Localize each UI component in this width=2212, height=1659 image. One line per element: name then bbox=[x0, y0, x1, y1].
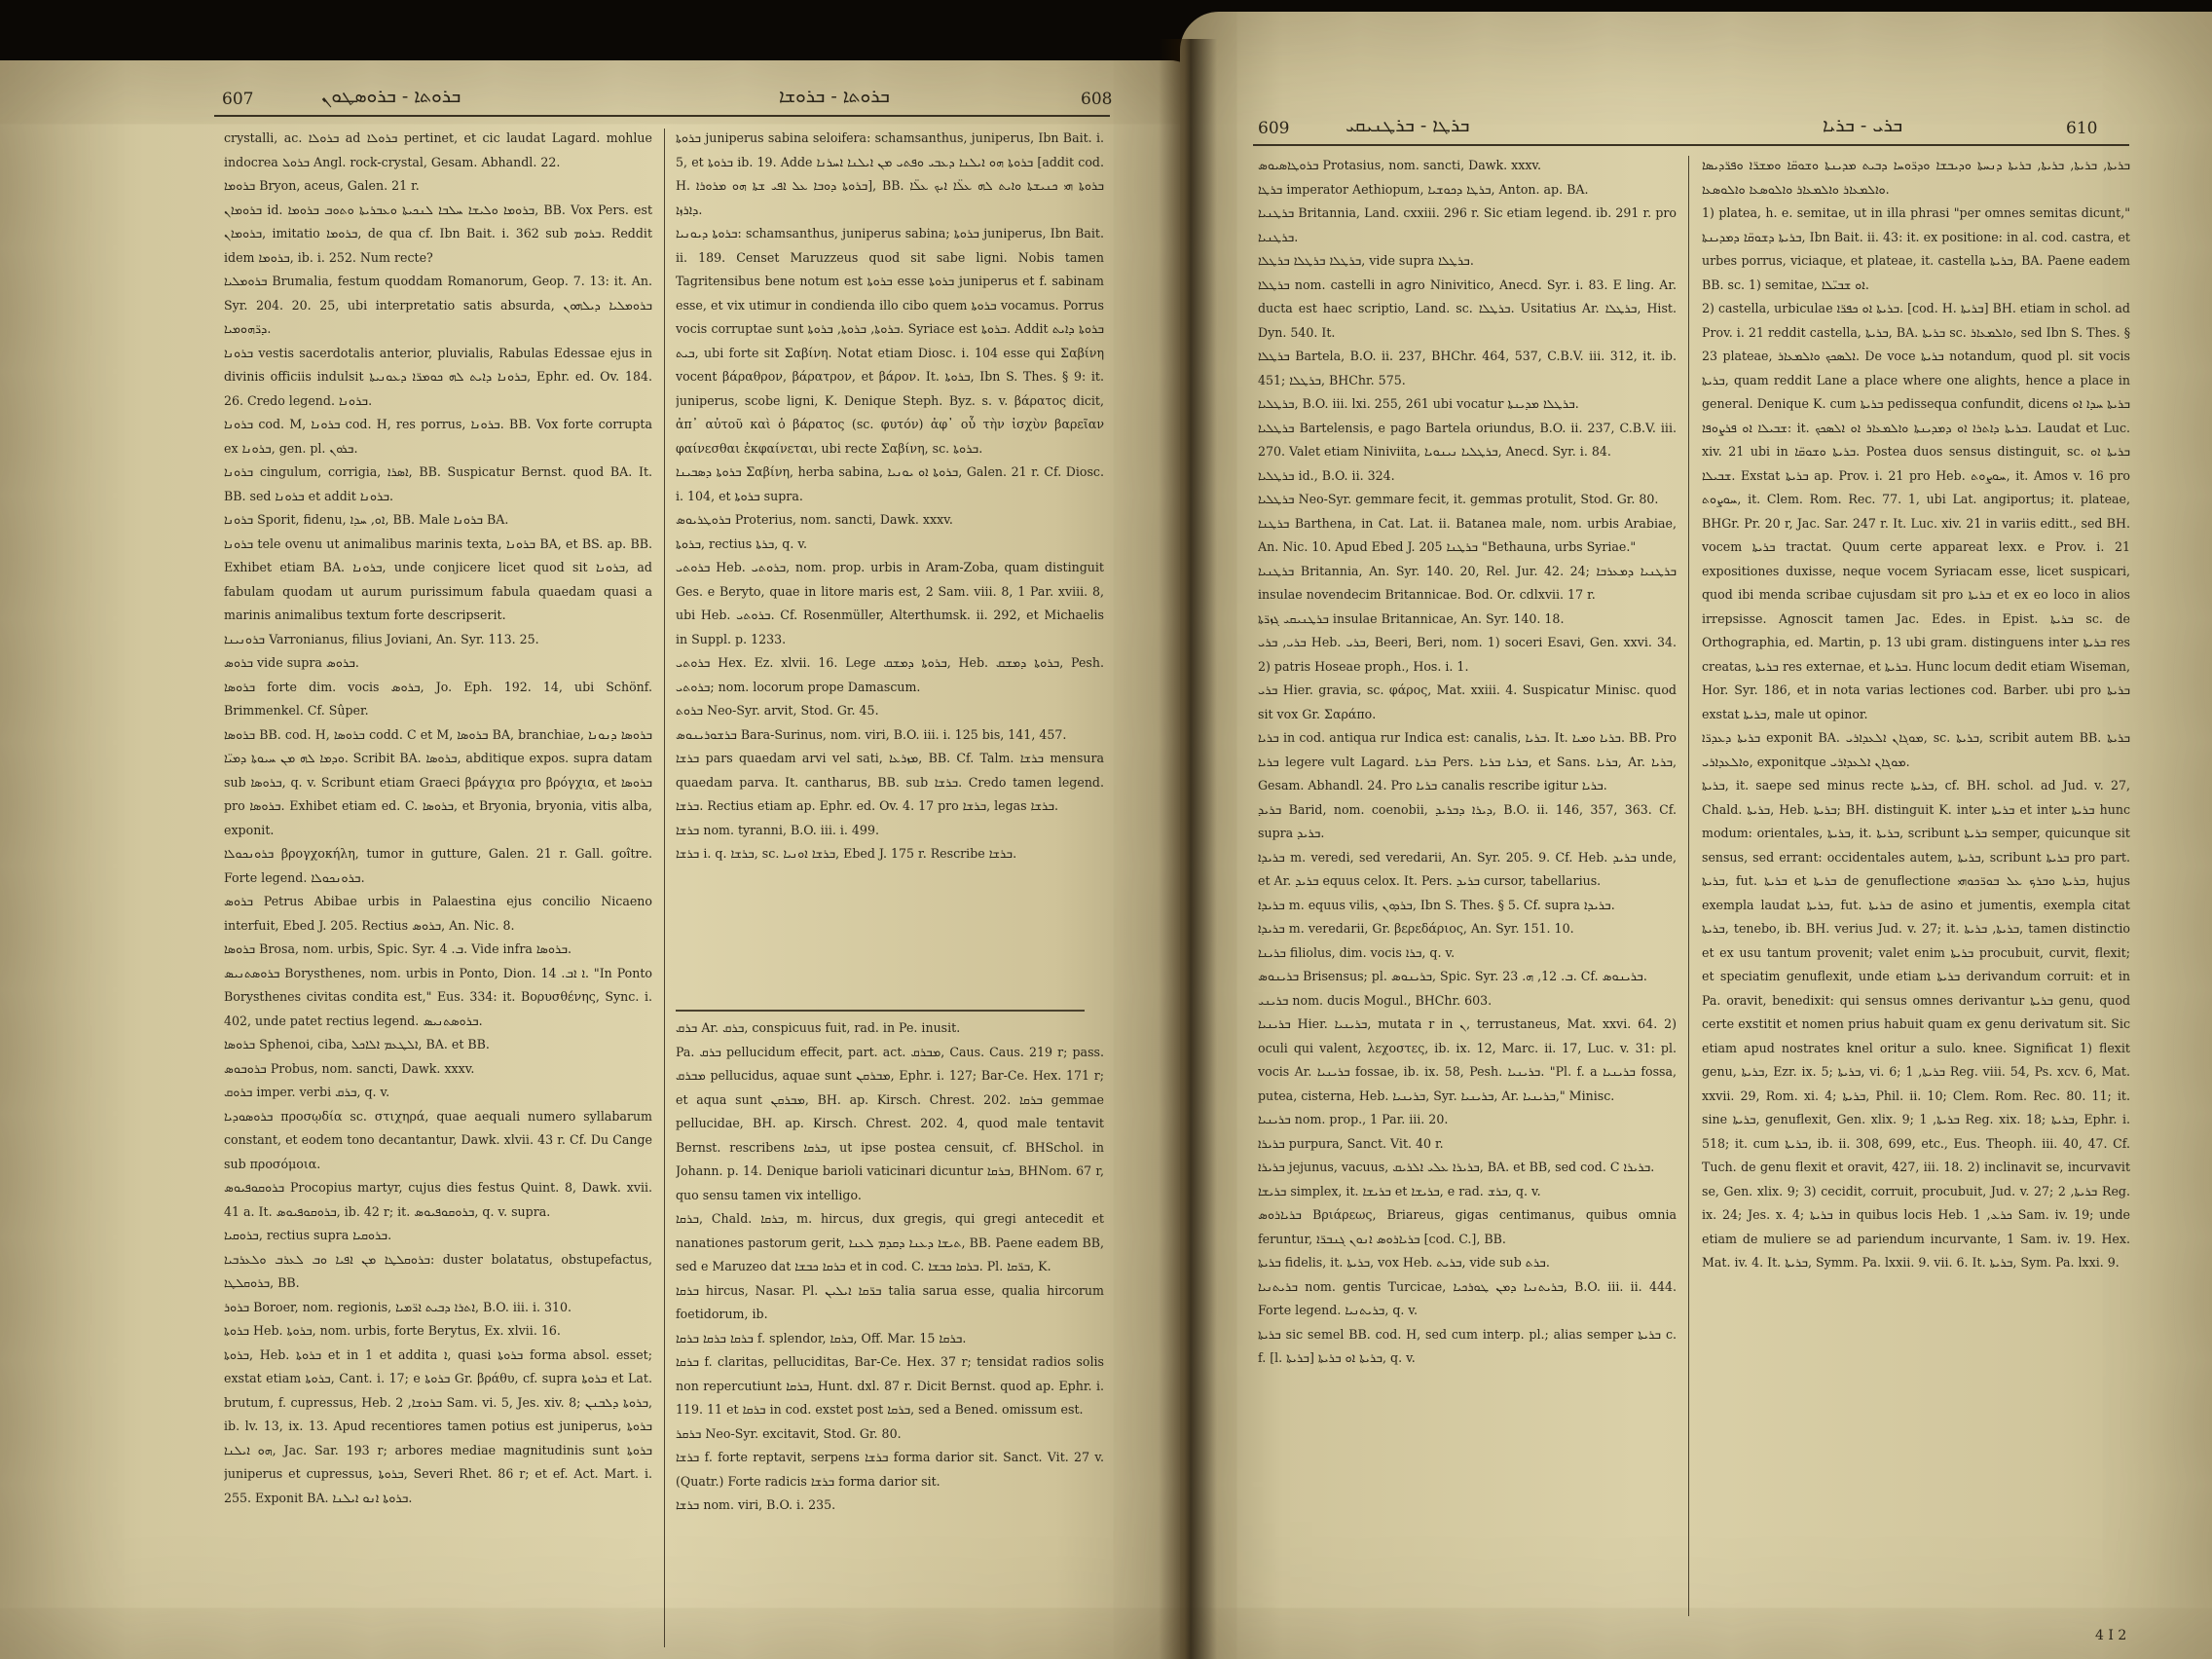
page-number-607: 607 bbox=[222, 90, 254, 109]
entry: ܒܪܩܐ hircus, Nasar. Pl. ܒܪ̈ܩܐ ܐܝܠܝܢ talia sarua esse, qualia hircorum foetidorum, ib. bbox=[676, 1282, 1104, 1321]
entry: ܒܪܘܣܬܢܝܣ Borysthenes, nom. urbis in Ponto, Dion. ܐ ܐܒ. 14. "In Ponto Borysthenes civitas condita est," Eus. 334: it. Βορυσθένης, Sync. i. 402, unde patet rectius legend. ܒܪܘܣܬܢܝܣ. bbox=[224, 965, 652, 1028]
book-gutter bbox=[1159, 39, 1217, 1659]
entry: ܒܪܘܩܠܛܐ ܡܢ ܐܦܝܐ ܘܒ ܠܥܪܒ ܘܠܥܪܒܝܐ: duster bolatatus, obstupefactus, ܒܪܘܩܠܛܐ, BB. bbox=[224, 1251, 652, 1290]
entry: ܒܪܘܬܐ ܕܣܒܝܢܐ Σαβίνη, herba sabina, ܒܪܘܬܐ ܐܘ ܝܘܢܝܐ, Galen. 21 r. Cf. Diosc. i. 104, et ܒܪܘܬܐ supra. bbox=[676, 464, 1104, 503]
entry: ܒܪܘܢܐ tele ovenu ut animalibus marinis texta, ܒܪܘܢܐ BA, et BS. ap. BB. Exhibet etiam BA. ܒܪܘܢܐ, unde conjicere licet quod sit ܒܪܘܢܐ, ad fabulam quodam ut aurum purissimum fabula quaedam quasi a marinis animalibus textum forte descripserit. bbox=[224, 535, 652, 622]
entry: ܒܪܝ, ܒܪܝ Heb. ܒܪܝ, Beeri, Beri, nom. 1) soceri Esavi, Gen. xxvi. 34. 2) patris Hoseae proph., Hos. i. 1. bbox=[1258, 635, 1677, 674]
entry: crystalli, ac. ܒܪܘܠܐ ad ܒܪܘܠܐ pertinet, et cic laudat Lagard. mohlue indocrea ܒܪܘܠ Angl. rock-crystal, Gesam. Abhandl. 22. bbox=[224, 130, 652, 169]
entry: ܒܪܘܛܐܣܝܘܣ Protasius, nom. sancti, Dawk. xxxv. bbox=[1258, 158, 1542, 172]
running-head-left-col: ܒܪܘܬܐ - ܒܪܘܣܛܘܢ bbox=[321, 86, 461, 107]
entry: ܒܪܝܢܝ nom. ducis Mogul., BHChr. 603. bbox=[1258, 992, 1493, 1008]
entry: ܒܪܝܬܐ fidelis, it. ܒܪܝܬܐ, vox Heb. ܒܪܝܬ, vide sub ܒܪܬ. bbox=[1258, 1255, 1550, 1270]
entry: ܒܪܛܢܐ Barthena, in Cat. Lat. ii. Batanea male, nom. urbis Arabiae, An. Nic. 10. Apud Ebed J. 205 ܒܪܛܢܐ "Bethauna, urbs Syriae." bbox=[1258, 515, 1677, 554]
entry: ܒܪܝܢܐ filiolus, dim. vocis ܒܪܐ, q. v. bbox=[1258, 944, 1456, 960]
entry: ܒܪܝܬܐ ܕܥܕܪ̈ܐ exponit BA. ܡܘܓܐܢ ܐܠܥܕܐܪܝ, sc. ܒܪܝܬܐ, scribit autem BB. ܒܪܝܬܐ ܘܐܠܥܕܐܪܝ, exponitque ܡܘܓܐܢ ܐܠܥܕܐܪܝ. bbox=[1702, 730, 2130, 769]
right-page-column-2 bbox=[1702, 154, 2130, 1614]
entry: ܒܪܘܬ Neo-Syr. arvit, Stod. Gr. 45. bbox=[676, 703, 879, 718]
entry: ܒܪܝܬܐ sic semel BB. cod. H, sed cum interp. pl.; alias semper ܒܪܝܬܐ c. f. [l. ܒܪܝܬܐ] ܒܪܝܬܐ ܐܘ ܒܪܝܬܐ, q. v. bbox=[1258, 1326, 1677, 1365]
page-number-608: 608 bbox=[1081, 90, 1113, 109]
entry: ܒܪܩ Ar. ܒܪܩ, conspicuus fuit, rad. in Pe. inusit. bbox=[676, 1020, 961, 1035]
entry: ܒܪܝܕܐ m. equus vilis, ܒܪܕܘܢ, Ibn S. Thes. § 5. Cf. supra ܒܪܝܕܐ. bbox=[1258, 897, 1615, 912]
entry: ܒܪܛܠܝܐ, B.O. iii. lxi. 255, 261 ubi vocatur ܒܪܛܠܐ ܡܕܝܢܬܐ. bbox=[1258, 396, 1579, 411]
entry: ܒܪܘܩ imper. verbi ܒܪܩ, q. v. bbox=[224, 1085, 390, 1099]
left-page-column-1 bbox=[224, 127, 652, 1645]
section-divider bbox=[676, 1010, 1085, 1012]
entry: ܒܪܝܬܐ, ܒܪܝܬܐ, ܒܪܝܬܐ, ܒܪܝܬܐ ܕܢܚܬܐ ܘܕܝܒܫܐ ܘܕܪ̈ܘܚܐ ܕܒܝܬ ܡܕܝܢܬܐ ܘܫܘܩ̈ܐ ܘܡܫܪ̈ܐ ܘܦܪ̈ܕܝܣܐ ܘܐܠܡܥܐܪ ܘܐܠܡܥܐܪ ܘܐܠܘܣܥܐ ܘܐܠܘܣܥܐ. bbox=[1702, 158, 2130, 197]
entry: ܒܪܘܢܝܢܐ Varronianus, filius Joviani, An. Syr. 113. 25. bbox=[224, 631, 539, 646]
page-number-609: 609 bbox=[1258, 119, 1290, 138]
entry: ܒܪܝܬܐ, it. saepe sed minus recte ܒܪܝܬܐ, cf. BH. schol. ad Jud. v. 27, Chald. ܒܪܝܬܐ, Heb. ܒܪܝܬܐ; BH. distinguit K. inter ܒܪܝܬܐ et inter ܒܪܝܬܐ hunc modum: orientales, ܒܪܝܬܐ, it. ܒܪܝܬܐ, scribunt ܒܪܝܬܐ semper, quicunque sit sensus, sed errant: occidentales autem, ܒܪܝܬܐ, scribunt ܒܪܝܬܐ pro part. ܒܪܝܬܐ, fut. ܒܪܝܬܐ et ܒܪܝܬܐ de genuflectione ܒܪܝܬܐ ܘܒܪܟ ܥܠ ܒܘܪ̈ܟܘܗܝ, hujus exempla laudat ܒܪܝܬܐ, fut. ܒܪܝܬܐ de asino et jumentis, exempla citat ܒܪܝܬܐ, tenebo, ib. BH. verius Jud. v. 27; it. ܒܪܝܬܐ, ܒܪܝܬܐ, tamen distinctio et ex usu tantum provenit; valet enim ܒܪܝܬܐ procubuit, curvit, flexit; et speciatim genuflexit, unde etiam ܒܪܝܬܐ derivandum corruit: et in Pa. oravit, benedixit: qui sensus omnes derivantur ܒܪܝܬܐ genu, quod certe exstitit et nomen prius habuit quam ex genu derivatum sit. Sic etiam apud nostrates knel oritur a sulo. knee. Significat 1) flexit genu, ܒܪܝܬܐ, Ezr. ix. 5; ܒܪܝܬܐ, vi. 6; ܒܪܝܬܐ, 1 Reg. viii. 54, Ps. xcv. 6, Mat. xxvii. 29, Rom. xi. 4; ܒܪܝܬܐ, Phil. ii. 10; Clem. Rom. Rec. 80. 11; it. sine ܒܪܝܬܐ, genuflexit, Gen. xlix. 9; ܒܪܝܬܐ, 1 Reg. xix. 18; ܒܪܝܬܐ, Ephr. i. 518; it. cum ܒܪܝܬܐ, ib. ii. 308, 699, etc., Eus. Theoph. iii. 40, 47. Cf. Tuch. de genu flexit et oravit, 427, iii. 18. 2) inclinavit se, incurvavit se, Gen. xlix. 9; 3) cecidit, corruit, procubuit, Jud. v. 27; ܒܪܝܬܐ, 2 Reg. ix. 24; Jes. x. 4; ܒܪܝܬܐ in quibus locis Heb. ܟܪܥ, 1 Sam. iv. 19; unde etiam de muliere se ad pariendum incurvante, 1 Sam. iv. 19. Hex. Mat. iv. 4. It. ܒܪܝܬܐ, Symm. Pa. lxxii. 9. vii. 6. It. ܒܪܝܬܐ, Sym. Pa. lxxi. 9. bbox=[1702, 778, 2130, 1270]
entry: ܒܪܘܣ vide supra ܒܪܘܣ. bbox=[224, 655, 359, 670]
entry: ܒܪܝܕܐ m. veredarii, Gr. βερεδάριος, An. Syr. 151. 10. bbox=[1258, 921, 1574, 936]
entry: ܒܪܫܐ f. forte reptavit, serpens ܒܪܫܐ forma darior sit. Sanct. Vit. 27 v. (Quatr.) Forte radicis ܒܪܫܐ forma darior sit. bbox=[676, 1450, 1104, 1489]
entry: ܒܪܝܫܐ simplex, it. ܒܪܝܫܐ et ܒܪܝܫܐ, e rad. ܒܪܫ, q. v. bbox=[1258, 1183, 1541, 1198]
signature-mark: 4 I 2 bbox=[2095, 1628, 2127, 1643]
entry: ܒܪܛܠܝܐ Bartelensis, e pago Bartela oriundus, B.O. ii. 237, C.B.V. iii. 270. Valet etiam Niniviita, ܒܪܛܠܝܐ ܢܝܢܘܝܐ, Anecd. Syr. i. 84. bbox=[1258, 420, 1677, 459]
right-page bbox=[1180, 12, 2212, 1659]
entry: ܒܪܘܣܐ BB. cod. H, ܒܪܘܣܐ codd. C et M, ܒܪܘܣܐ BA, branchiae, ܒܪܘܣܐ ܕܢܘܢܐ ܘܕܡܐ ܠܗ ܡܢ ܚܝܘܬܐ ܕܡܝ̈ܐ. Scribit BA. ܒܪܘܣܐ, abditique expos. supra datam sub ܒܪܘܣܐ, q. v. Scribunt etiam Graeci βράγχια pro βρόγχια, et ܒܪܘܣܐ pro ܒܪܘܣܐ. Exhibet etiam ed. C. ܒܪܘܣܐ, et Bryonia, bryonia, vitis alba, exponit. bbox=[224, 726, 652, 837]
entry: ܒܪܝܪܐ purpura, Sanct. Vit. 40 r. bbox=[1258, 1135, 1444, 1151]
left-page bbox=[0, 60, 1199, 1659]
column-divider bbox=[664, 129, 665, 1647]
left-page-column-2-lower bbox=[676, 1016, 1104, 1647]
entry: ܒܪܘܬܐ, Heb. ܒܪܘܬܐ et in 1 et addita ܐ, quasi ܒܪܘܬܐ forma absol. esset; exstat etiam ܒܪܘܬܐ, Cant. i. 17; e ܒܪܘܬܐ Gr. βράθυ, cf. supra ܒܪܘܬܐ et Lat. brutum, f. cupressus, Heb. ܒܪܘܫܐ, 2 Sam. vi. 5, Jes. xiv. 8; ܒܪܘܬܐ ܕܠܒܢܢ, ib. lv. 13, ix. 13. Apud recentiores tamen potius est juniperus, ܒܪܘܬܐ ܗܘ ܐܝܠܢܐ, Jac. Sar. 193 r; arbores mediae magnitudinis sunt ܒܪܘܬܐ juniperus et cupressus, ܒܪܘܬܐ, Severi Rhet. 86 r; et ef. Act. Mart. i. 255. Exponit BA. ܒܪܘܬܐ ܐܢܘ ܐܝܠܢܐ. bbox=[224, 1346, 652, 1505]
entry: Pa. ܒܪܩ pellucidum effecit, part. act. ܡܒܪܩ, Caus. Caus. 219 r; pass. ܡܒܪܩ pellucidus, aquae sunt ܡܒܪܩܢ, Ephr. i. 127; Bar-Ce. Hex. 171 r; et aqua sunt ܡܒܪܩܢ, BH. ap. Kirsch. Chrest. 202. ܒܪܩܐ gemmae pellucidae, BH. ap. Kirsch. Chrest. 202. 4, quod male tentavit Bernst. rescribens ܒܪܩܐ, ut ipse postea censuit, cf. BHSchol. in Johann. p. 14. Denique barioli vaticinari dicuntur ܒܪܩܐ, BHNom. 67 r, quo sensu tamen vix intelligo. bbox=[676, 1044, 1104, 1202]
header-rule bbox=[1253, 144, 2129, 146]
right-page-column-1 bbox=[1258, 154, 1677, 1614]
entry: ܒܪܘܣܐ Brosa, nom. urbis, Spic. Syr. ܒ. 4. Vide infra ܒܪܘܣܐ. bbox=[224, 941, 571, 956]
entry: ܒܪܛܠܐ nom. castelli in agro Ninivitico, Anecd. Syr. i. 83. E ling. Ar. ducta est haec scriptio, Land. sc. ܒܪܛܠܐ. Usitatius Ar. ܒܪܛܠܐ, Hist. Dyn. 540. It. bbox=[1258, 276, 1677, 340]
entry: ܒܪܘܬܐ ܕܝܘܢܝܐ: schamsanthus, juniperus sabina; ܒܪܘܬܐ juniperus, Ibn Bait. ii. 189. Censet Maruzzeus quod sit sabe ligni. Nobis tamen Tagritensibus bene notum est ܒܪܘܬܐ esse ܒܪܘܬܐ juniperus et f. sabinam esse, et vix utimur in condienda illo cibo quem ܒܪܘܬܐ vocamus. Porrus vocis corruptae sunt ܒܪܘܬܐ, ܒܪܘܬܐ, ܒܪܘܬܐ. Syriace est ܒܪܘܬܐ. Addit ܒܪܘܬܐ ܕܐܝܬ ܒܝܬ, ubi forte sit Σαβίνη. Notat etiam Diosc. i. 104 esse qui Σαβίνη vocent βάραθρον, βάρατρον, et βάρον. It. ܒܪܘܬܐ, Ibn S. Thes. § 9: it. juniperus, scobe ligni, K. Denique Steph. Byz. s. v. βάρατος dicit, ἀπ᾽ αὐτοῦ καὶ ὁ βάρατος (sc. φυτόν) ἀφ᾽ οὗ τὴν ἰσχὺν βαρεῖαν φαίνεσθαι ἐκφαίνεται, ubi recte Σαβίνη, sc. ܒܪܘܬܐ. bbox=[676, 226, 1104, 456]
entry: ܒܪܝ Hier. gravia, sc. φάρος, Mat. xxiii. 4. Suspicatur Minisc. quod sit vox Gr. Σαράπο. bbox=[1258, 682, 1677, 721]
entry: ܒܪܘܡܠܝܐ Brumalia, festum quoddam Romanorum, Geop. 7. 13: it. An. Syr. 204. 20. 25, ubi interpretatio satis absurda, ܒܪܘܡܠܝܐ ܕܝܠܗܘܢ ܕܪ̈ܗܘܡܝܐ. bbox=[224, 274, 652, 336]
entry: ܒܪܫܐ i. q. ܒܪܫܐ, sc. ܒܪܫܐ ܐܘܢܝܐ, Ebed J. 175 r. Rescribe ܒܪܫܐ. bbox=[676, 846, 1017, 861]
entry: ܒܪܛܢܝܩܝ ܓܙܪ̈ܬܐ insulae Britannicae, An. Syr. 140. 18. bbox=[1258, 610, 1565, 626]
entry: ܒܪܝܐܪܘܣ Βριάρεως, Briareus, gigas centimanus, quibus omnia feruntur, ܒܪܝܐܪܘܣ ܐܢܘܢ ܓܢܒܪ̈ܐ [cod. C.], BB. bbox=[1258, 1207, 1677, 1246]
entry: ܒܪܛܢܝܐ Britannia, An. Syr. 140. 20, Rel. Jur. 42. 24; ܒܪܛܢܝܐ ܕܡܥܪܒܐ insulae novendecim Britannicae. Bod. Or. cdlxvii. 17 r. bbox=[1258, 563, 1677, 602]
entry: ܒܪܛܢܝܐ Britannia, Land. cxxiii. 296 r. Sic etiam legend. ib. 291 r. pro ܒܪܛܢܝܐ. bbox=[1258, 205, 1677, 244]
entry: ܒܪܩܐ ܒܪܩܐ ܒܪܩܐ f. splendor, ܒܪܩܐ, Off. Mar. ܒܪܩܐ 15. bbox=[676, 1330, 967, 1346]
entry: ܒܪܘܢܐ cingulum, corrigia, ܐܣܪܐ, BB. Suspicatur Bernst. quod BA. It. BB. sed ܒܪܘܢܐ et addit ܒܪܘܢܐ. bbox=[224, 464, 652, 503]
running-head-right-col: ܒܪܘܬܐ - ܒܪܘܫܐ bbox=[779, 86, 890, 107]
entry: ܒܪܩܪ Neo-Syr. excitavit, Stod. Gr. 80. bbox=[676, 1425, 902, 1441]
entry: ܒܪܛܠܝܐ id., B.O. ii. 324. bbox=[1258, 467, 1395, 483]
entry: ܒܪܘܛܪܝܘܣ Proterius, nom. sancti, Dawk. xxxv. bbox=[676, 512, 953, 527]
entry: ܒܪܘܣܐ forte dim. vocis ܒܪܘܣ, Jo. Eph. 192. 14, ubi Schönf. Brimmenkel. Cf. Sûper. bbox=[224, 679, 652, 718]
entry: ܒܪܘܬܝ Heb. ܒܪܘܬܝ, nom. prop. urbis in Aram-Zoba, quam distinguit Ges. e Beryto, quae in litore maris est, 2 Sam. viii. 8, 1 Par. xviii. 8, ubi Heb. ܒܪܘܬܝ. Cf. Rosenmüller, Alterthumsk. ii. 292, et Michaelis in Suppl. p. 1233. bbox=[676, 560, 1104, 646]
entry: ܒܪܘܢܐ vestis sacerdotalis anterior, pluvialis, Rabulas Edessae ejus in divinis officiis indulsit ܒܪܘܢܐ ܕܐܝܬ ܠܗ ܟܘܡܪ̈ܐ ܕܥܘܢܝܬܐ, Ephr. ed. Ov. 184. 26. Credo legend. ܒܪܘܢܐ. bbox=[224, 345, 652, 408]
entry: ܒܪܘܡܐܢ id. ܒܪܘܡܐ ܘܠܝܫܐ ܚܠܒܐ ܠܢܟܝܬܐ ܘܥܒܪܝܬܐ ܘܬܘܒ ܒܪܘܡܐ, BB. Vox Pers. est ܒܪܘܡܐܢ, imitatio ܒܪܘܡܐ, de qua cf. Ibn Bait. i. 362 sub ܒܪܘܡ. Reddit idem ܒܪܘܡܐ, ib. i. 252. Num recte? bbox=[224, 202, 652, 265]
entry: ܒܪܫܐ nom. tyranni, B.O. iii. i. 499. bbox=[676, 822, 879, 837]
page-number-610: 610 bbox=[2066, 119, 2098, 138]
header-rule bbox=[214, 115, 1110, 117]
entry: ܒܪܘܣ Petrus Abibae urbis in Palaestina ejus concilio Nicaeno interfuit, Ebed J. 205. Rectius ܒܪܘܣ, An. Nic. 8. bbox=[224, 894, 652, 933]
entry: ܒܪܘܬܝ Hex. Ez. xlvii. 16. Lege ܒܪܘܬܐ ܕܡܫܩ, Heb. ܒܪܘܬܐ ܕܡܫܩ, Pesh. ܒܪܘܬܝ; nom. locorum prope Damascum. bbox=[676, 655, 1104, 694]
entry: ܒܪܘܣܘܕܝܐ προσῳδία sc. στιχηρά, quae aequali numero syllabarum constant, et eodem tono decantantur, Dawk. xlvii. 43 r. Cf. Du Cange sub προσόμοια. bbox=[224, 1108, 652, 1171]
running-head-left-col: ܒܪܛܐ - ܒܪܛܢܝܩܝ bbox=[1346, 115, 1470, 136]
entry: ܒܪܛܐ imperator Aethiopum, ܒܪܛܐ ܕܟܘܫܝܐ, Anton. ap. BA. bbox=[1258, 181, 1589, 197]
entry: ܒܪܫܐ nom. viri, B.O. i. 235. bbox=[676, 1497, 836, 1512]
entry: ܒܪܩܐ, Chald. ܒܪܩܐ, m. hircus, dux gregis, qui gregi antecedit et nanationes pastorum gerit, ܬܝܫܐ ܕܥܢܐ ܕܩܕܡ ܠܥܢܐ, BB. Paene eadem BB, sed e Maruzeo dat ܒܪܩܐ ܟܒܫܐ et in cod. C. ܒܪܩܐ ܟܒܫܐ. Pl. ܒܪ̈ܩܐ, K. bbox=[676, 1211, 1104, 1273]
entry: ܒܪܛܠܐ Bartela, B.O. ii. 237, BHChr. 464, 537, C.B.V. iii. 312, it. ib. 451; ܒܪܛܠܐ, BHChr. 575. bbox=[1258, 349, 1677, 387]
entry: ܒܪܘܬܐ juniperus sabina seloifera: schamsanthus, juniperus, Ibn Bait. i. 5, et ܒܪܘܬܐ ib. 19. Adde ܒܪܘܬܐ ܗܘ ܐܝܠܢܐ ܕܥܒܝ ܘܦܬܝ ܡܢ ܐܝܠܢܐ ܐܚܪܢܐ [addit cod. H. ܒܪܘܬܐ ܕܘܒܐ ܥܠ ܐܦܝ ܫܬܐ ܗܘ ܡܪܘܪܐ], BB. ܒܪܘܬܐ ܗܝ ܟܢܝܫܬܐ ܘܐܝܬ ܠܗ ܥܠ̈ܐ ܐܝܟ ܥܠ̈ܐ ܕܐܪܙܐ. bbox=[676, 130, 1104, 217]
entry: ܒܪܘܬܐ, rectius ܒܪܬܐ, q. v. bbox=[676, 535, 807, 551]
entry: ܒܪܝܢܘܣ Brisensus; pl. ܒܪܝܢܘܣ, Spic. Syr. ܒ. 12, ܗ. 23. Cf. ܒܪܝܢܘܣ. bbox=[1258, 969, 1647, 983]
entry: ܒܪܘܪ Boroer, nom. regionis, ܐܬܪܐ ܕܒܝܬ ܐܪ̈ܡܝܐ, B.O. iii. i. 310. bbox=[224, 1299, 572, 1314]
entry: ܒܪܛܠܐ ܒܪܛܠܐ ܒܪܛܠܐ, vide supra ܒܪܛܠܐ. bbox=[1258, 253, 1474, 268]
entry: ܒܪܘܩܝܐ, rectius supra ܒܪܘܩܝܐ. bbox=[224, 1228, 392, 1242]
entry: ܒܪܝܕ Barid, nom. coenobii, ܕܝܪܐ ܕܒܪܝܕ, B.O. ii. 146, 357, 363. Cf. supra ܒܪܝܕ. bbox=[1258, 801, 1677, 840]
entry: ܒܪܘܩܘܦܝܘܣ Procopius martyr, cujus dies festus Quint. 8, Dawk. xvii. 41 a. It. ܒܪܘܩܘܦܝܘܣ, ib. 42 r; it. ܒܪܘܩܘܦܝܘܣ, q. v. supra. bbox=[224, 1180, 652, 1219]
entry: ܒܪܝܐ in cod. antiqua rur Indica est: canalis, ܒܪܝܐ. It. ܒܪܝܐ ܘܡܝܐ. BB. Pro ܒܪܝܐ legere vult Lagard. ܒܪܝܐ Pers. ܒܪܝܐ ܒܪܝܐ, et Sans. ܒܪܝܐ, Ar. ܒܪܝܐ, Gesam. Abhandl. 24. Pro ܒܪܝܐ canalis rescribe igitur ܒܪܝܐ. bbox=[1258, 730, 1677, 793]
entry: ܒܪܘܢܐ Sporit, fidenu, ܐܘ, ܚܕܐ, BB. Male ܒܪܘܢܐ BA. bbox=[224, 512, 509, 527]
entry: ܒܪܩܐ f. claritas, pelluciditas, Bar-Ce. Hex. 37 r; tensidat radios solis non repercutiunt ܒܪܩܐ, Hunt. dxl. 87 r. Dicit Bernst. quod ap. Ephr. i. 119. 11 et ܒܪܩܐ in cod. exstet post ܒܪܩܐ, sed a Bened. omissum est. bbox=[676, 1354, 1104, 1417]
entry: ܒܪܘܡܐ Bryon, aceus, Galen. 21 r. bbox=[224, 178, 420, 193]
entry: ܒܪܝܕܐ m. veredi, sed veredarii, An. Syr. 205. 9. Cf. Heb. ܒܪܝܕ unde, et Ar. ܒܪܝܕ equus celox. It. Pers. ܒܪܝܕ cursor, tabellarius. bbox=[1258, 849, 1677, 888]
entry: ܒܪܝܢܝܐ Hier. ܒܪܝܢܝܐ, mutata r in ܢ, terrustaneus, Mat. xxvi. 64. 2) oculi qui valent, λεχοστες, ib. ix. 12, Marc. ii. 17, Luc. v. 31: pl. vocis Ar. ܒܪܝܢܝܐ fossae, ib. ix. 58, Pesh. ܒܪܝܢܝܐ. "Pl. f. a ܒܪܝܢܝܐ fossa, putea, cisterna, Heb. ܒܪܝܢܝܐ, Syr. ܒܪܝܢܝܐ, Ar. ܒܪܝܢܝܐ," Minisc. bbox=[1258, 1016, 1677, 1103]
entry: ܒܪܝܬܢܝܐ nom. gentis Turcicae, ܒܪܝܬܢܝܐ ܕܡܢ ܛܘܪܟܝܐ, B.O. iii. ii. 444. Forte legend. ܒܪܝܬܢܝܐ, q. v. bbox=[1258, 1278, 1677, 1317]
entry: 1) platea, h. e. semitae, ut in illa phrasi "per omnes semitas dicunt," ܒܪܝܬܐ ܕܫܘܩ̈ܐ ܕܡܕܝܢܬܐ, Ibn Bait. ii. 43: it. ex positione: in al. cod. castra, et urbes porrus, viciaque, et plateae, it. castella ܒܪܝܬܐ, BA. Paene eadem BB. sc. 1) semitae, ܐܘ ܫܒܝ̈ܠܐ. bbox=[1702, 205, 2130, 292]
entry: 2) castella, urbiculae ܒܪܝܬܐ ܐܘ ܟܦܪ̈ܐ. [cod. H. ܒܪܝܬܐ] BH. etiam in schol. ad Prov. i. 21 reddit castella, ܒܪܝܬܐ, BA. ܒܪܝܬܐ sc. ܘܐܠܡܥܐܪ, sed Ibn S. Thes. § 23 plateae, ܐܠܣܟܟ ܘܐܠܡܥܐܪ. De voce ܒܪܝܬܐ notandum, quod pl. sit vocis ܒܪܝܬܐ, quam reddit Lane a place where one alights, hence a place in general. Denique K. cum ܒܪܝܬܐ pedissequa confundit, dicens ܒܪܝܬܐ ܚܕܐ ܐܘ ܫܒܝܠܐ ܐܘ ܦܪܨܘܦܐ: it. ܒܪܝܬܐ ܕܐܬܪܐ ܐܘ ܕܡܕܝܢܬܐ ܘܐܠܡܥܐܪ ܐܘ ܐܠܣܟܟ. Laudat et Luc. xiv. 21 ubi in ܒܪܝܬܐ ܘܫܘܩ̈ܐ. Postea duos sensus distinguit, sc. ܒܪܝܬܐ ܐܘ ܫܒܝܠܐ. Exstat ܒܪܝܬܐ ap. Prov. i. 21 pro Heb. ܚܘܨܘܬ, it. Amos v. 16 pro ܚܘܨܘܬ, it. Clem. Rom. Rec. 77. 1, ubi Lat. angiportus; it. plateae, BHGr. Pr. 20 r, Jac. Sar. 247 r. It. Luc. xiv. 21 in variis editt., sed BH. vocem ܒܪܝܬܐ tractat. Quum certe appareat lexx. e Prov. i. 21 expositiones duxisse, neque vocem Syriacam esse, licet suspicari, quod ibi menda scribae cujusdam sit pro ܒܪܝܬܐ et ex eo loco in alios irrepsisse. Agnoscit tamen Jac. Edes. in Epist. ܒܪܝܬܐ sc. de Orthographia, ed. Martin, p. 13 ubi gram. distinguens inter ܒܪܝܬܐ res creatas, ܒܪܝܬܐ res externae, et ܒܪܝܬܐ. Hunc locum dedit etiam Wiseman, Hor. Syr. 186, et in nota varias lectiones cod. Barber. ubi pro ܒܪܝܬܐ exstat ܒܪܝܬܐ, male ut opinor. bbox=[1702, 301, 2130, 721]
entry: ܒܪܘܒܘܣ Probus, nom. sancti, Dawk. xxxv. bbox=[224, 1060, 475, 1076]
entry: ܒܪܫܘܪܝܢܘܣ Bara-Surinus, nom. viri, B.O. iii. i. 125 bis, 141, 457. bbox=[676, 726, 1067, 742]
left-page-header bbox=[0, 60, 1199, 119]
entry: ܒܪܘܬܐ Heb. ܒܪܘܬܐ, nom. urbis, forte Berytus, Ex. xlvii. 16. bbox=[224, 1323, 561, 1338]
entry: ܒܪܝܪܐ jejunus, vacuus, ܒܪܝܪܐ ܥܠܝ ܐܠܪܝܩ, BA. et BB, sed cod. C ܒܪܝܪܐ. bbox=[1258, 1160, 1655, 1174]
entry: ܒܪܛܠܝܐ Neo-Syr. gemmare fecit, it. gemmas protulit, Stod. Gr. 80. bbox=[1258, 492, 1659, 506]
entry: ܒܪܘܢܐ cod. M, ܒܪܘܢܐ cod. H, res porrus, ܒܪܘܢܐ. BB. Vox forte corrupta ex ܒܪܘܢܐ, gen. pl. ܒܪܘܢ. bbox=[224, 417, 652, 456]
entry: ܒܪܘܢܟܘܠܐ βρογχοκήλη, tumor in gutture, Galen. 21 r. Gall. goître. Forte legend. ܒܪܘܢܟܘܠܐ. bbox=[224, 846, 652, 885]
left-page-column-2 bbox=[676, 127, 1104, 1003]
running-head-right-col: ܒܪܝ - ܒܪܝܐ bbox=[1823, 115, 1903, 136]
column-divider bbox=[1688, 156, 1689, 1616]
entry: ܒܪܫܐ pars quaedam arvi vel sati, ܡܙܪܥܐ, BB. Cf. Talm. ܒܪܫܐ mensura quaedam parva. It. cantharus, BB. sub ܒܪܫܐ. Credo tamen legend. ܒܪܫܐ. Rectius etiam ap. Ephr. ed. Ov. 4. 17 pro ܒܪܫܐ, legas ܒܪܫܐ. bbox=[676, 751, 1104, 813]
entry: ܒܪܝܢܝܐ nom. prop., 1 Par. iii. 20. bbox=[1258, 1112, 1449, 1126]
right-page-header bbox=[1180, 90, 2212, 148]
entry: ܒܪܘܣܐ Sphenoi, ciba, ܐܠܛܥܡ ܐܠܐܟܠ, BA. et BB. bbox=[224, 1037, 490, 1051]
